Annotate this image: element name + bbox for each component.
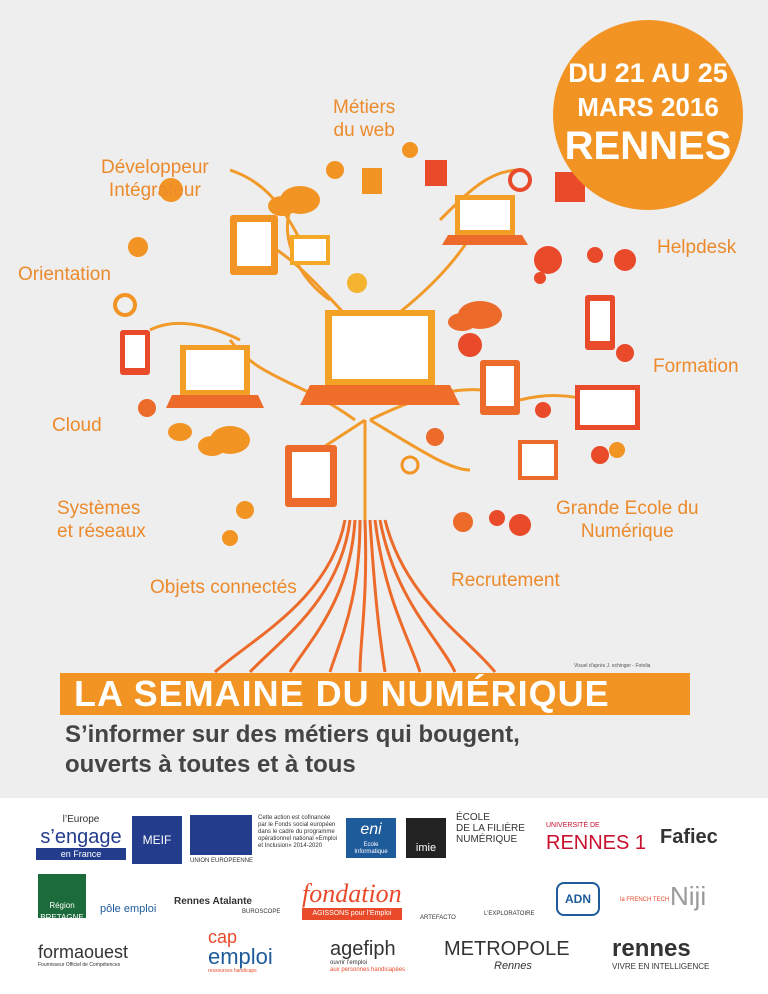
label-orientation: Orientation [18, 264, 111, 285]
badge-city: RENNES [564, 124, 732, 168]
search-icon [510, 170, 530, 190]
globe-icon [509, 514, 531, 536]
question-icon [453, 512, 473, 532]
logo-metropole-rennes: METROPOLE Rennes [444, 938, 570, 972]
bag-right-icon [609, 442, 625, 458]
label-metiers-web: Métiers du web [333, 97, 396, 141]
logo-artefacto: ARTEFACTO [420, 915, 456, 921]
laptop-top-icon [442, 195, 528, 245]
clock-icon [402, 457, 418, 473]
label-formation: Formation [653, 356, 739, 377]
logo-universite-rennes1: UNIVERSITÉ DE RENNES 1 [546, 822, 647, 854]
logo-buroscope: BUROSCOPE [242, 909, 281, 915]
laptop-left-icon [166, 345, 264, 408]
laptop-center-icon [300, 310, 460, 405]
banner-title: LA SEMAINE DU NUMÉRIQUE [60, 673, 690, 715]
logo-formaouest: formaouest Fournisseur Officiel de Compétences [38, 942, 129, 968]
logo-imie: imie [406, 818, 446, 858]
user-icon [347, 273, 367, 293]
logo-pole-emploi: pôle emploi [100, 903, 157, 915]
label-developpeur: Développeur Intégrateur [101, 157, 209, 201]
logo-adn: ADN [556, 882, 600, 916]
play-icon [458, 333, 482, 357]
logo-french-tech: la FRENCH TECH [620, 897, 670, 903]
bar-chart-icon [616, 344, 634, 362]
partner-logos [0, 798, 768, 994]
music-icon [222, 530, 238, 546]
music-right-icon [489, 510, 505, 526]
label-helpdesk: Helpdesk [657, 237, 737, 258]
logo-region-bretagne: Région BRETAGNE [38, 874, 86, 918]
image-credit: Visuel d'après J. echinger - Fotolia [574, 663, 651, 669]
logo-ecole-filiere-numerique: ÉCOLE DE LA FILIÈRE NUMÉRIQUE [456, 812, 525, 845]
map-pin-icon [587, 247, 603, 263]
subtitle: S’informer sur des métiers qui bougent, ouverts à toutes et à tous [65, 721, 520, 778]
label-recrutement: Recrutement [451, 570, 560, 591]
logo-meif: MEIF [132, 816, 182, 864]
calculator-icon [591, 446, 609, 464]
person-icon [128, 237, 148, 257]
label-grande-ecole: Grande Ecole du Numérique [556, 498, 699, 542]
globe-left-icon [138, 399, 156, 417]
badge-dates: DU 21 AU 25 [568, 58, 728, 88]
star-icon [402, 142, 418, 158]
search-left-icon [115, 295, 135, 315]
label-cloud: Cloud [52, 415, 102, 436]
gamepad-icon [426, 428, 444, 446]
label-systemes: Systèmes et réseaux [57, 498, 146, 542]
gear-icon [491, 376, 509, 394]
eu-caption: UNION EUROPEENNE [190, 858, 254, 864]
event-date-badge [553, 20, 743, 210]
logo-exploratoire: L’EXPLORATOIRE [484, 911, 535, 917]
logo-cap-emploi: cap emploi ressources handicaps [208, 927, 273, 974]
logo-rennes: rennes VIVRE EN INTELLIGENCE [612, 935, 710, 971]
fse-text: Cette action est cofinancée par le Fonds social européen dans le cadre du programme opérationnel national «Emploi et Inclusion» 2014-2020 [258, 815, 338, 849]
pin-left-icon [236, 501, 254, 519]
tablet-small-icon [425, 160, 447, 186]
label-objets-connectes: Objets connectés [150, 577, 297, 598]
logo-rennes-atalante: Rennes Atalante [174, 896, 252, 907]
logo-agefiph: agefiph ouvrir l’emploi aux personnes handicapées [330, 938, 406, 973]
rss-icon [534, 246, 562, 274]
bag-icon [362, 168, 382, 194]
badge-month: MARS 2016 [577, 92, 719, 122]
logo-fafiec: Fafiec [660, 826, 718, 848]
camera-icon [326, 161, 344, 179]
users-icon [614, 249, 636, 271]
logo-fondation-agissons: fondation AGISSONS pour l’Emploi [302, 880, 402, 920]
person-right-icon [535, 402, 551, 418]
signal-icon [534, 272, 546, 284]
logo-europe-sengage: l’Europe s’engage en France [36, 814, 126, 860]
eu-flag-icon [190, 815, 252, 855]
logo-eni: eni Ecole Informatique [346, 818, 396, 858]
logo-niji: Niji [670, 881, 707, 911]
